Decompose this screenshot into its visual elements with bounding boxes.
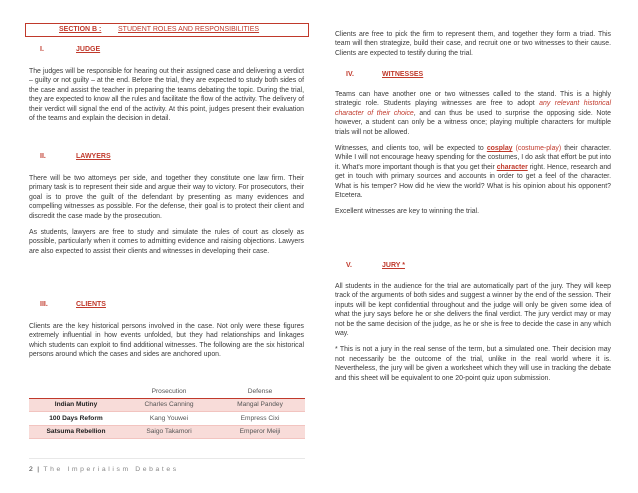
table-defense-cell: Emperor Meiji [239,428,281,436]
witnesses-paragraph-1 [335,90,611,137]
text-run: , and can thus be used to surprise the opposing side. Note however, a student can only be a witness once; playing multiple characters for multiple trials will not be allowed. [335,109,611,136]
text-run: Witnesses, and clients too, will be expected to [335,145,487,153]
emphasis-text: character [496,163,528,171]
text-run: right. Hence, research and get in touch with primary sources and accounts in order to get a feel of the character. What is his temper? How did he view the world? What is his opinion about his opponent? Etcetera. [335,163,611,200]
text-run: Teams can have another one or two witnesses called to the stand. This is a highly strategic role. Students playing witnesses are free to adopt [335,91,611,108]
table-prosecution-cell: Kang Youwei [149,414,189,422]
heading-text: CLIENTS [76,301,106,308]
section-header [25,23,309,37]
table-defense-cell: Empress Cixi [240,414,280,422]
table-case-cell: Indian Mutiny [54,401,98,409]
clients-paragraph: Clients are the key historical persons involved in the case. Not only were these figures extremely influential in how events unfolded, but they had relationships and linkages which students can exploit to find additional witnesses. The following are the six historical persons around which the cases and sides are anchored upon. [29,323,304,359]
table-prosecution-cell: Saigo Takamori [146,428,192,436]
heading-number: I. [40,46,44,53]
lawyers-paragraph-1: There will be two attorneys per side, and together they constitute one law firm. Their primary task is to represent their side and argue their way to victory. For prosecutors, their goal is to prove the guilt of the defendant by presenting as many evidences and compelling witnesses as possible. For the defense, their goal is to protect their client and discredit the case made by the prosecution. [29,175,304,220]
judge-text-block [29,67,304,130]
clients-table [29,385,305,439]
page-footer [29,466,179,473]
heading-lawyers [40,153,111,160]
jury-paragraph-1: All students in the audience for the trial are automatically part of the jury. They will keep track of the arguments of both sides and suggest a winner by the end of the session. Their inputs will be kept confidential throughout and the judge will only be given some idea of what the jury says before he or she delivers the final verdict. The jury verdict may or may not be the same decision of the judge, as he or she is free to decide the case in any which way. [335,283,611,338]
footer-separator: | [37,466,40,473]
lawyers-paragraph-2: As students, lawyers are free to study and simulate the rules of court as closely as possible, particularly when it comes to admitting evidence and raising objections. Lawyers are also expected to assist their clients and witnesses in developing their case. [29,229,304,255]
text-run: their character. While I will not encourage heavy spending for the costumes, I do ask that effort be put into it. What's more important though is that you get their [335,145,612,171]
jury-text-block [335,282,611,390]
heading-text: LAWYERS [76,153,111,160]
table-header-cell: Prosecution [151,387,187,395]
heading-judge [40,46,100,53]
jury-paragraph-2: * This is not a jury in the real sense of the term, but a simulated one. Their decision may not necessarily be the outcome of the trial, unlike in the real world where it is. Nevertheless, the jury will be given a worksheet which they will use in tracking the debate and this sheet will be equivalent to one 20-point quiz upon submission. [335,346,611,382]
clients-text-block [29,322,304,367]
table-case-cell: 100 Days Reform [49,414,103,422]
heading-number: II. [40,153,46,160]
heading-text: WITNESSES [382,71,424,78]
section-title: STUDENT ROLES AND RESPONSIBILITIES [118,26,260,33]
witnesses-paragraph-2 [335,144,611,200]
heading-witnesses [346,71,423,78]
right-intro-block [335,30,611,65]
heading-number: V. [346,262,352,269]
clients-continued-paragraph: Clients are free to pick the firm to represent them, and together they form a triad. This team will then strategize, build their case, and recruit one or two witnesses to their cause. Clients are expected to testify during the trial. [335,31,611,57]
table-row [29,399,305,413]
lawyers-text-block [29,174,304,263]
heading-clients [40,301,106,308]
witnesses-text-block [335,90,611,224]
heading-jury [346,262,405,269]
heading-text: JUDGE [76,46,101,53]
table-defense-cell: Mangal Pandey [237,401,283,409]
table-row [29,412,305,426]
judge-paragraph: The judges will be responsible for hearing out their assigned case and delivering a verdict – guilty or not guilty – at the end. Before the trial, they are expected to study both sides of the case and assist the teacher in preparing the teams debating the topic. During the trial, they are expected to know all the rules and facilitate the flow of the activity. The delivery of their verdict will signal the end of the activity. At this point, judges present their evaluation of the teams and explain the decision in detail. [29,68,304,123]
table-prosecution-cell: Charles Canning [144,401,194,409]
table-header-row [29,385,305,399]
emphasis-text: (costume-play) [512,145,562,153]
table-header-cell: Defense [247,387,273,395]
footer-title: The Imperialism Debates [43,466,179,473]
section-label: SECTION B : [59,26,102,33]
table-row [29,426,305,440]
emphasis-text: any relevant historical character of their choice [335,100,611,117]
heading-number: IV. [346,71,354,78]
heading-text: JURY * [382,262,405,269]
emphasis-text: cosplay [486,145,513,153]
footer-divider [29,458,305,459]
table-case-cell: Satsuma Rebellion [46,428,106,436]
heading-number: III. [40,301,48,308]
page-number: 2 [29,466,33,473]
witnesses-paragraph-3: Excellent witnesses are key to winning the trial. [335,208,480,216]
